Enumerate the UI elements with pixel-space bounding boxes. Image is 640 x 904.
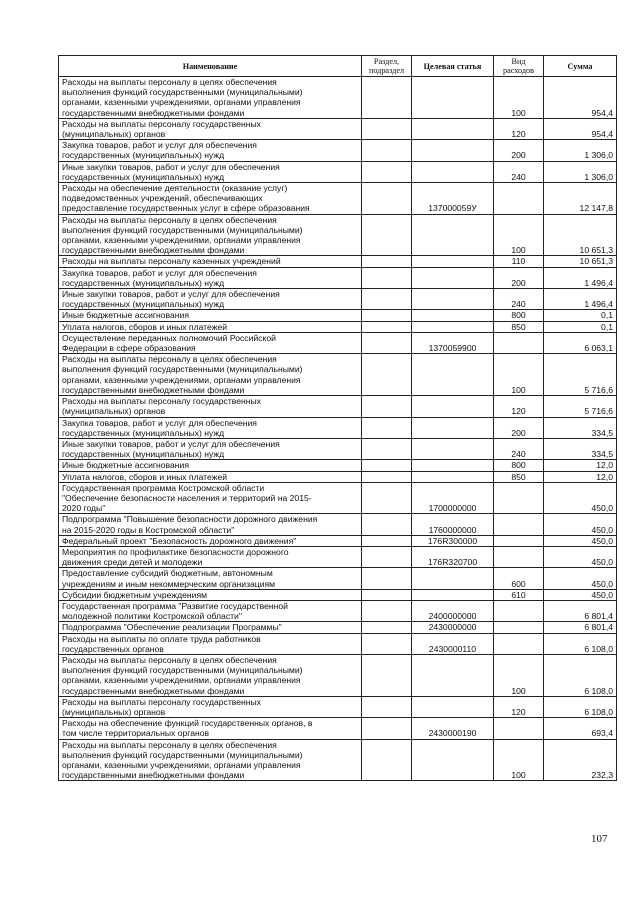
row-type-cell: 100: [494, 654, 544, 696]
row-sum-cell: 6 801,4: [544, 600, 617, 621]
row-type-cell: 120: [494, 118, 544, 139]
row-target-cell: [412, 438, 494, 459]
row-sum-cell: 6 063,1: [544, 332, 617, 353]
row-name-cell: Иные закупки товаров, работ и услуг для обеспечения государственных (муниципальных) нужд: [59, 438, 362, 459]
row-name-cell: Расходы на выплаты персоналу государственных (муниципальных) органов: [59, 696, 362, 717]
row-sum-cell: 450,0: [544, 514, 617, 535]
table-row: [59, 214, 617, 256]
row-name-cell: Осуществление переданных полномочий Российской Федерации в сфере образования: [59, 332, 362, 353]
table-row: [59, 535, 617, 546]
row-target-cell: [412, 739, 494, 781]
row-target-cell: [412, 256, 494, 267]
row-type-cell: [494, 622, 544, 633]
table-row: [59, 654, 617, 696]
row-name-cell: Уплата налогов, сборов и иных платежей: [59, 471, 362, 482]
row-section-cell: [362, 633, 412, 654]
row-name-cell: Предоставление субсидий бюджетным, автономным учреждениям и иным некоммерческим организациям: [59, 568, 362, 589]
row-section-cell: [362, 546, 412, 567]
row-section-cell: [362, 140, 412, 161]
row-type-cell: 850: [494, 471, 544, 482]
row-sum-cell: 450,0: [544, 482, 617, 514]
row-sum-cell: 1 496,4: [544, 289, 617, 310]
row-section-cell: [362, 161, 412, 182]
row-type-cell: 240: [494, 289, 544, 310]
row-sum-cell: 10 651,3: [544, 256, 617, 267]
row-section-cell: [362, 718, 412, 739]
row-section-cell: [362, 622, 412, 633]
row-sum-cell: 1 306,0: [544, 161, 617, 182]
table-row: [59, 256, 617, 267]
row-target-cell: [412, 118, 494, 139]
row-sum-cell: 693,4: [544, 718, 617, 739]
row-type-cell: [494, 183, 544, 215]
row-section-cell: [362, 471, 412, 482]
row-type-cell: 850: [494, 321, 544, 332]
row-name-cell: Иные бюджетные ассигнования: [59, 310, 362, 321]
row-section-cell: [362, 183, 412, 215]
row-type-cell: 600: [494, 568, 544, 589]
row-name-cell: Расходы на выплаты персоналу казенных учреждений: [59, 256, 362, 267]
row-name-cell: Подпрограмма "Обеспечение реализации Программы": [59, 622, 362, 633]
row-type-cell: 100: [494, 739, 544, 781]
row-target-cell: 176R320700: [412, 546, 494, 567]
row-target-cell: 2400000000: [412, 600, 494, 621]
row-type-cell: [494, 482, 544, 514]
row-type-cell: 120: [494, 396, 544, 417]
table-row: [59, 183, 617, 215]
row-target-cell: 1760000000: [412, 514, 494, 535]
header-section: Раздел, подраздел: [362, 56, 412, 77]
header-name: Наименование: [59, 56, 362, 77]
row-type-cell: [494, 535, 544, 546]
row-target-cell: [412, 654, 494, 696]
row-section-cell: [362, 321, 412, 332]
row-name-cell: Субсидии бюджетным учреждениям: [59, 589, 362, 600]
row-name-cell: Закупка товаров, работ и услуг для обеспечения государственных (муниципальных) нужд: [59, 417, 362, 438]
row-section-cell: [362, 396, 412, 417]
table-row: [59, 118, 617, 139]
table-row: [59, 332, 617, 353]
header-sum: Сумма: [544, 56, 617, 77]
row-target-cell: [412, 321, 494, 332]
row-name-cell: Расходы на обеспечение функций государственных органов, в том числе территориальных органов: [59, 718, 362, 739]
table-row: [59, 417, 617, 438]
table-row: [59, 438, 617, 459]
table-row: [59, 546, 617, 567]
row-target-cell: [412, 140, 494, 161]
row-sum-cell: 6 801,4: [544, 622, 617, 633]
row-name-cell: Подпрограмма "Повышение безопасности дорожного движения на 2015-2020 годы в Костромской области": [59, 514, 362, 535]
row-name-cell: Иные закупки товаров, работ и услуг для обеспечения государственных (муниципальных) нужд: [59, 161, 362, 182]
row-type-cell: 110: [494, 256, 544, 267]
row-type-cell: 800: [494, 310, 544, 321]
row-sum-cell: 6 108,0: [544, 696, 617, 717]
row-sum-cell: 5 716,6: [544, 396, 617, 417]
row-target-cell: [412, 214, 494, 256]
row-name-cell: Расходы на обеспечение деятельности (оказание услуг) подведомственных учреждений, обеспечивающих предоставление государственных услуг в сфере образования: [59, 183, 362, 215]
row-section-cell: [362, 332, 412, 353]
table-row: [59, 622, 617, 633]
row-target-cell: 2430000190: [412, 718, 494, 739]
row-sum-cell: 1 496,4: [544, 267, 617, 288]
row-section-cell: [362, 739, 412, 781]
row-sum-cell: 12,0: [544, 460, 617, 471]
table-row: [59, 633, 617, 654]
row-name-cell: Закупка товаров, работ и услуг для обеспечения государственных (муниципальных) нужд: [59, 267, 362, 288]
table-row: [59, 321, 617, 332]
row-sum-cell: 0,1: [544, 310, 617, 321]
table-row: [59, 289, 617, 310]
row-name-cell: Закупка товаров, работ и услуг для обеспечения государственных (муниципальных) нужд: [59, 140, 362, 161]
table-row: [59, 161, 617, 182]
row-section-cell: [362, 118, 412, 139]
row-section-cell: [362, 310, 412, 321]
row-target-cell: [412, 696, 494, 717]
table-row: [59, 267, 617, 288]
row-type-cell: 200: [494, 267, 544, 288]
table-row: [59, 600, 617, 621]
row-type-cell: 100: [494, 77, 544, 119]
budget-table: [58, 55, 617, 781]
row-sum-cell: 1 306,0: [544, 140, 617, 161]
row-type-cell: 100: [494, 354, 544, 396]
table-row: [59, 396, 617, 417]
row-section-cell: [362, 267, 412, 288]
row-name-cell: Федеральный проект "Безопасность дорожного движения": [59, 535, 362, 546]
row-sum-cell: 450,0: [544, 535, 617, 546]
row-target-cell: 2430000110: [412, 633, 494, 654]
row-target-cell: [412, 471, 494, 482]
row-target-cell: [412, 267, 494, 288]
row-target-cell: 137000059У: [412, 183, 494, 215]
row-name-cell: Расходы на выплаты персоналу государственных (муниципальных) органов: [59, 118, 362, 139]
row-type-cell: [494, 718, 544, 739]
table-row: [59, 739, 617, 781]
row-name-cell: Расходы на выплаты персоналу в целях обеспечения выполнения функций государственными (муниципальными) органами, казенными учреждениями, органами управления государственными внебюджетными фондами: [59, 739, 362, 781]
row-sum-cell: 6 108,0: [544, 633, 617, 654]
table-row: [59, 471, 617, 482]
row-type-cell: 800: [494, 460, 544, 471]
row-sum-cell: 5 716,6: [544, 354, 617, 396]
table-row: [59, 718, 617, 739]
row-section-cell: [362, 696, 412, 717]
row-section-cell: [362, 214, 412, 256]
row-section-cell: [362, 654, 412, 696]
table-row: [59, 354, 617, 396]
row-target-cell: 1700000000: [412, 482, 494, 514]
header-type: Вид расходов: [494, 56, 544, 77]
table-row: [59, 310, 617, 321]
row-sum-cell: 450,0: [544, 568, 617, 589]
row-sum-cell: 450,0: [544, 546, 617, 567]
row-section-cell: [362, 438, 412, 459]
row-type-cell: 240: [494, 161, 544, 182]
row-name-cell: Расходы на выплаты персоналу в целях обеспечения выполнения функций государственными (муниципальными) органами, казенными учреждениями, органами управления государственными внебюджетными фондами: [59, 214, 362, 256]
row-target-cell: 1370059900: [412, 332, 494, 353]
row-name-cell: Иные бюджетные ассигнования: [59, 460, 362, 471]
row-sum-cell: 0,1: [544, 321, 617, 332]
table-row: [59, 460, 617, 471]
row-type-cell: [494, 332, 544, 353]
row-section-cell: [362, 417, 412, 438]
table-row: [59, 696, 617, 717]
row-section-cell: [362, 460, 412, 471]
table-row: [59, 140, 617, 161]
table-row: [59, 589, 617, 600]
row-type-cell: 240: [494, 438, 544, 459]
row-name-cell: Государственная программа "Развитие государственной молодежной политики Костромской области": [59, 600, 362, 621]
row-target-cell: [412, 568, 494, 589]
row-sum-cell: 954,4: [544, 118, 617, 139]
row-sum-cell: 6 108,0: [544, 654, 617, 696]
row-name-cell: Расходы на выплаты по оплате труда работников государственных органов: [59, 633, 362, 654]
row-sum-cell: 10 651,3: [544, 214, 617, 256]
row-section-cell: [362, 589, 412, 600]
row-name-cell: Уплата налогов, сборов и иных платежей: [59, 321, 362, 332]
table-header-row: [59, 56, 617, 77]
row-target-cell: [412, 289, 494, 310]
row-target-cell: 176R300000: [412, 535, 494, 546]
header-target: Целевая статья: [412, 56, 494, 77]
row-sum-cell: 12 147,8: [544, 183, 617, 215]
row-name-cell: Иные закупки товаров, работ и услуг для обеспечения государственных (муниципальных) нужд: [59, 289, 362, 310]
row-type-cell: 120: [494, 696, 544, 717]
row-section-cell: [362, 482, 412, 514]
row-type-cell: [494, 546, 544, 567]
table-row: [59, 568, 617, 589]
row-name-cell: Мероприятия по профилактике безопасности дорожного движения среди детей и молодежи: [59, 546, 362, 567]
row-section-cell: [362, 568, 412, 589]
row-target-cell: [412, 460, 494, 471]
row-type-cell: 200: [494, 140, 544, 161]
row-type-cell: 610: [494, 589, 544, 600]
table-body: [59, 77, 617, 781]
row-name-cell: Расходы на выплаты персоналу в целях обеспечения выполнения функций государственными (муниципальными) органами, казенными учреждениями, органами управления государственными внебюджетными фондами: [59, 77, 362, 119]
row-name-cell: Государственная программа Костромской области "Обеспечение безопасности населения и территорий на 2015- 2020 годы": [59, 482, 362, 514]
row-target-cell: [412, 77, 494, 119]
table-row: [59, 514, 617, 535]
row-type-cell: 200: [494, 417, 544, 438]
row-target-cell: [412, 417, 494, 438]
row-section-cell: [362, 256, 412, 267]
row-section-cell: [362, 354, 412, 396]
row-section-cell: [362, 289, 412, 310]
row-target-cell: [412, 161, 494, 182]
row-section-cell: [362, 514, 412, 535]
row-name-cell: Расходы на выплаты персоналу в целях обеспечения выполнения функций государственными (муниципальными) органами, казенными учреждениями, органами управления государственными внебюджетными фондами: [59, 354, 362, 396]
row-target-cell: [412, 396, 494, 417]
table-row: [59, 77, 617, 119]
row-sum-cell: 954,4: [544, 77, 617, 119]
row-type-cell: [494, 600, 544, 621]
row-sum-cell: 232,3: [544, 739, 617, 781]
page-number: 107: [591, 833, 608, 845]
row-type-cell: 100: [494, 214, 544, 256]
row-name-cell: Расходы на выплаты персоналу в целях обеспечения выполнения функций государственными (муниципальными) органами, казенными учреждениями, органами управления государственными внебюджетными фондами: [59, 654, 362, 696]
row-type-cell: [494, 514, 544, 535]
row-sum-cell: 334,5: [544, 438, 617, 459]
row-sum-cell: 334,5: [544, 417, 617, 438]
row-section-cell: [362, 535, 412, 546]
row-section-cell: [362, 600, 412, 621]
row-type-cell: [494, 633, 544, 654]
row-target-cell: [412, 354, 494, 396]
row-target-cell: [412, 589, 494, 600]
row-sum-cell: 450,0: [544, 589, 617, 600]
row-sum-cell: 12,0: [544, 471, 617, 482]
row-target-cell: 2430000000: [412, 622, 494, 633]
row-target-cell: [412, 310, 494, 321]
row-name-cell: Расходы на выплаты персоналу государственных (муниципальных) органов: [59, 396, 362, 417]
row-section-cell: [362, 77, 412, 119]
table-row: [59, 482, 617, 514]
